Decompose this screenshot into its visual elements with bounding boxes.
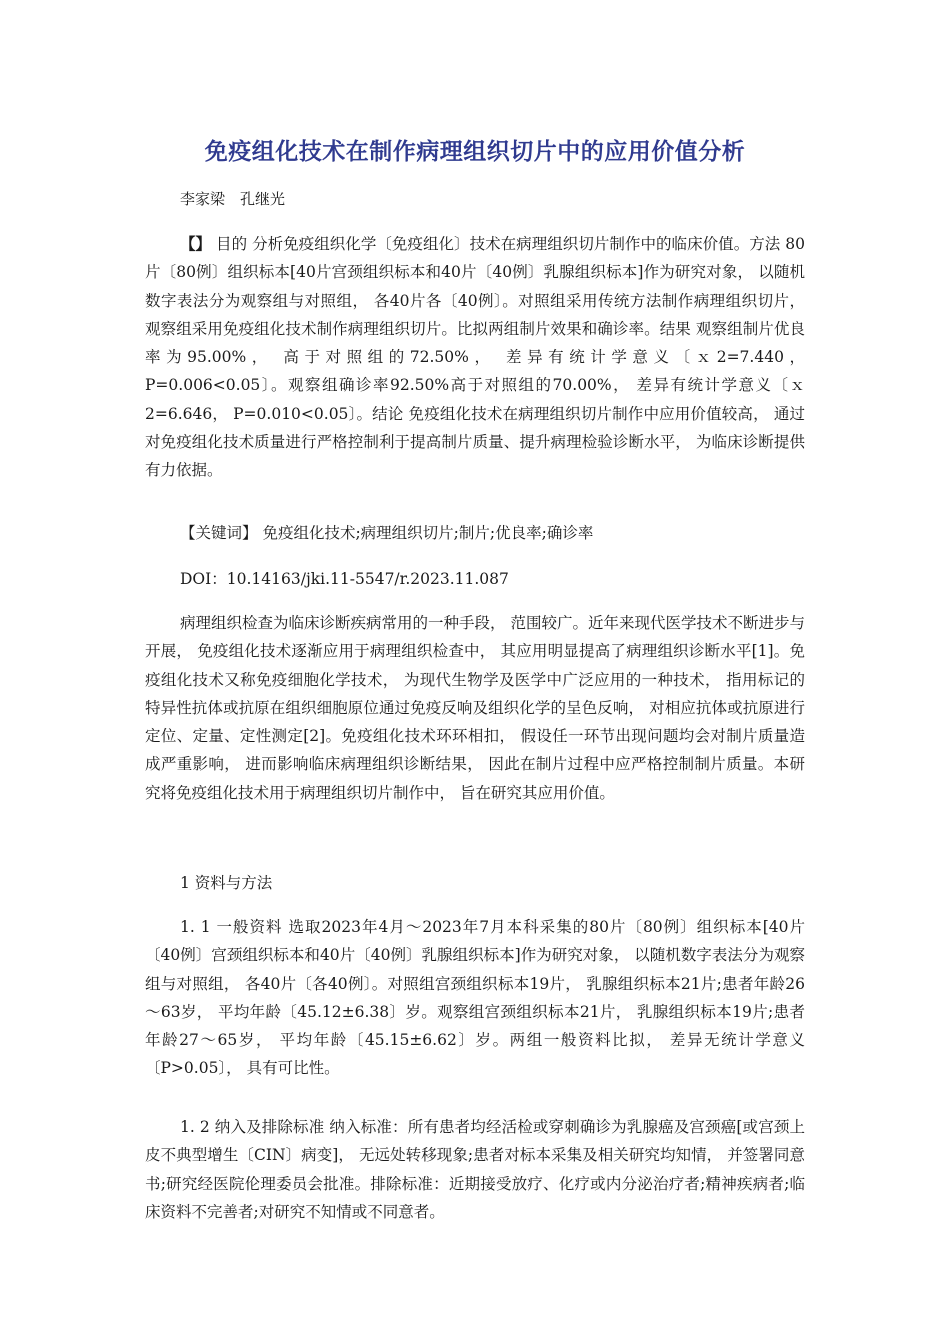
- keywords-text: 免疫组化技术;病理组织切片;制片;优良率;确诊率: [257, 524, 594, 542]
- subsection-1-2-paragraph: 1. 2 纳入及排除标准 纳入标准：所有患者均经活检或穿刺确诊为乳腺癌及宫颈癌[或宫颈上皮不典型增生〔CIN〕病变]， 无远处转移现象;患者对标本采集及相关研究均知情， 并签署同意书;研究经医院伦理委员会批准。排除标准：近期接受放疗、化疗或内分泌治疗者;精神疾病者;临床资料不完善者;对研究不知情或不同意者。: [145, 1118, 805, 1221]
- abstract-paragraph: [145, 230, 805, 485]
- paper-title: 免疫组化技术在制作病理组织切片中的应用价值分析: [204, 139, 746, 165]
- authors: 李家梁 孔继光: [180, 190, 286, 208]
- doi: DOI：10.14163/jki.11-5547/r.2023.11.087: [180, 570, 509, 588]
- keywords-paragraph: [145, 519, 805, 547]
- abstract-text: 目的 分析免疫组织化学〔免疫组化〕技术在病理组织切片制作中的临床价值。方法 80片〔80例〕组织标本[40片宫颈组织标本和40片〔40例〕乳腺组织标本]作为研究对象， 以随机数字表法分为观察组与对照组， 各40片各〔40例〕。对照组采用传统方法制作病理组织切片， 观察组采用免疫组化技术制作病理组织切片。比拟两组制片效果和确诊率。结果 观察组制片优良率为95.00%， 高于对照组的72.50%， 差异有统计学意义〔ｘ2=7.440， P=0.006<0.05〕。观察组确诊率92.50%高于对照组的70.00%， 差异有统计学意义〔ｘ2=6.646， P=0.010<0.05〕。结论 免疫组化技术在病理组织切片制作中应用价值较高， 通过对免疫组化技术质量进行严格控制利于提高制片质量、提升病理检验诊断水平， 为临床诊断提供有力依据。: [145, 235, 805, 480]
- section-heading-1: 1 资料与方法: [180, 874, 273, 892]
- keywords-label: 【关键词】: [180, 524, 258, 542]
- abstract-label: 【】: [180, 234, 212, 253]
- intro-paragraph: 病理组织检查为临床诊断疾病常用的一种手段， 范围较广。近年来现代医学技术不断进步与开展， 免疫组化技术逐渐应用于病理组织检查中， 其应用明显提高了病理组织诊断水平[1]。免疫组化技术又称免疫细胞化学技术， 为现代生物学及医学中广泛应用的一种技术， 指用标记的特异性抗体或抗原在组织细胞原位通过免疫反响及组织化学的呈色反响， 对相应抗体或抗原进行定位、定量、定性测定[2]。免疫组化技术环环相扣， 假设任一环节出现问题均会对制片质量造成严重影响， 进而影响临床病理组织诊断结果， 因此在制片过程中应严格控制制片质量。本研究将免疫组化技术用于病理组织切片制作中， 旨在研究其应用价值。: [145, 614, 805, 802]
- subsection-1-1-paragraph: 1. 1 一般资料 选取2023年4月～2023年7月本科采集的80片〔80例〕组织标本[40片〔40例〕宫颈组织标本和40片〔40例〕乳腺组织标本]作为研究对象， 以随机数字表法分为观察组与对照组， 各40片〔各40例〕。对照组宫颈组织标本19片， 乳腺组织标本21片;患者年龄26～63岁， 平均年龄〔45.12±6.38〕岁。观察组宫颈组织标本21片， 乳腺组织标本19片;患者年龄27～65岁， 平均年龄〔45.15±6.62〕岁。两组一般资料比拟， 差异无统计学意义〔P>0.05〕， 具有可比性。: [145, 918, 805, 1078]
